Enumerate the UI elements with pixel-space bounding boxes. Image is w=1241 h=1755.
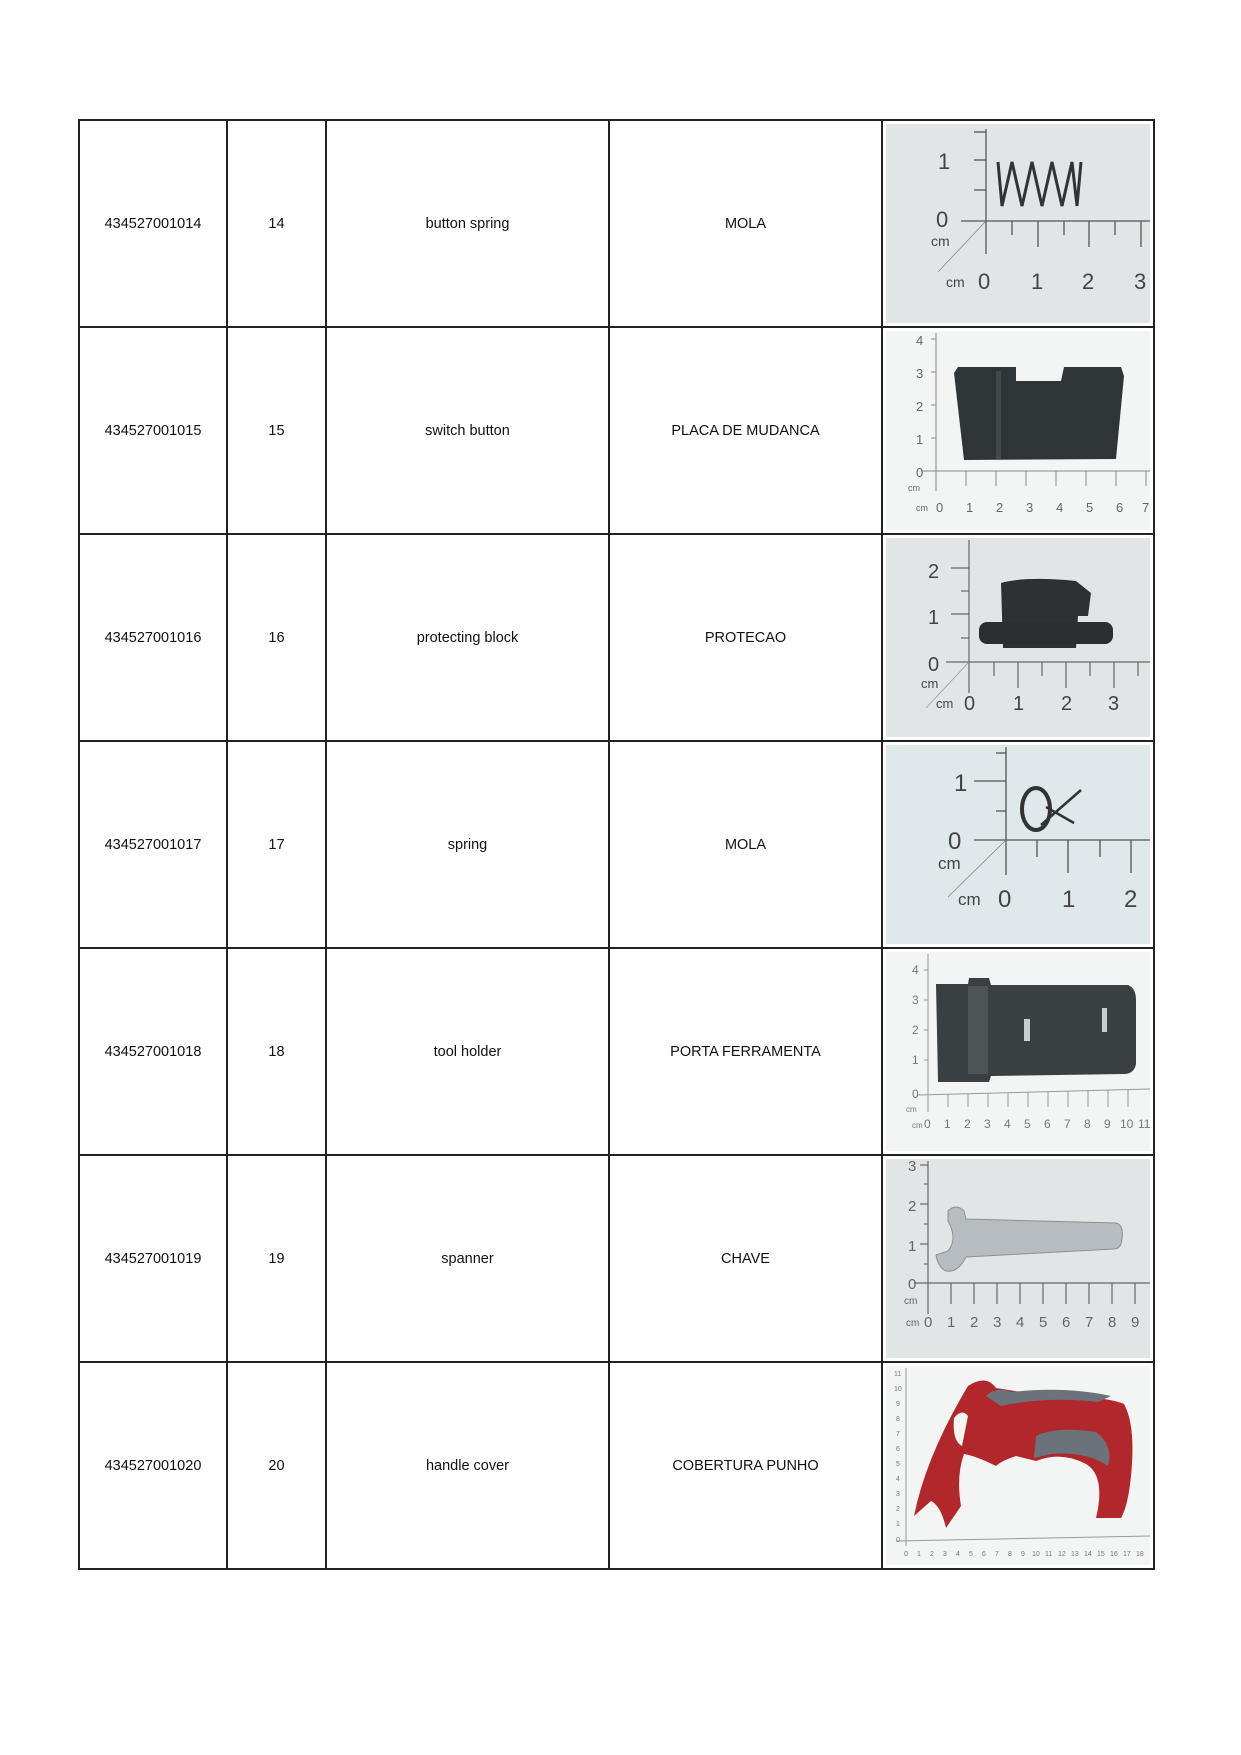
photo-cell [882, 534, 1154, 741]
svg-text:0: 0 [936, 207, 949, 232]
svg-text:4: 4 [1004, 1117, 1011, 1131]
name-english-cell: spring [326, 741, 609, 948]
svg-text:11: 11 [894, 1371, 902, 1378]
name-portuguese-cell: PORTA FERRAMENTA [609, 948, 882, 1155]
svg-text:5: 5 [896, 1461, 900, 1468]
svg-text:6: 6 [1116, 500, 1124, 515]
svg-text:1: 1 [938, 149, 951, 174]
svg-text:6: 6 [1044, 1117, 1051, 1131]
svg-text:1: 1 [944, 1117, 951, 1131]
table-row [79, 948, 1154, 1155]
svg-text:7: 7 [1085, 1314, 1094, 1331]
svg-text:7: 7 [995, 1551, 999, 1558]
svg-text:2: 2 [1061, 693, 1073, 715]
svg-text:18: 18 [1136, 1551, 1144, 1558]
name-portuguese-cell: CHAVE [609, 1155, 882, 1362]
photo-cell [882, 120, 1154, 327]
svg-text:cm: cm [906, 1105, 917, 1114]
protecting-block-photo [886, 538, 1150, 737]
svg-text:2: 2 [996, 500, 1004, 515]
svg-text:8: 8 [1108, 1314, 1117, 1331]
svg-text:3: 3 [943, 1551, 947, 1558]
handle-cover-photo [886, 1366, 1150, 1565]
photo-cell [882, 1155, 1154, 1362]
svg-text:1: 1 [908, 1238, 917, 1255]
position-cell: 19 [227, 1155, 326, 1362]
name-english-cell: tool holder [326, 948, 609, 1155]
svg-text:0: 0 [916, 465, 924, 480]
part-number-cell: 434527001018 [79, 948, 227, 1155]
table-row [79, 741, 1154, 948]
photo-cell [882, 327, 1154, 534]
svg-text:cm: cm [931, 233, 950, 249]
position-cell: 15 [227, 327, 326, 534]
svg-text:9: 9 [1131, 1314, 1140, 1331]
compression-spring-photo [886, 124, 1150, 323]
svg-text:2: 2 [930, 1551, 934, 1558]
svg-text:cm: cm [946, 274, 965, 290]
svg-text:9: 9 [1021, 1551, 1025, 1558]
svg-text:3: 3 [984, 1117, 991, 1131]
svg-text:7: 7 [1142, 500, 1150, 515]
svg-text:0: 0 [912, 1087, 919, 1101]
svg-text:cm: cm [938, 854, 961, 873]
svg-text:8: 8 [1008, 1551, 1012, 1558]
svg-text:1: 1 [1062, 886, 1076, 913]
name-english-cell: button spring [326, 120, 609, 327]
position-cell: 14 [227, 120, 326, 327]
svg-text:10: 10 [1032, 1551, 1040, 1558]
svg-text:cm: cm [921, 676, 939, 691]
svg-text:2: 2 [916, 399, 924, 414]
svg-text:1: 1 [917, 1551, 921, 1558]
name-english-cell: protecting block [326, 534, 609, 741]
svg-text:3: 3 [896, 1491, 900, 1498]
svg-text:15: 15 [1097, 1551, 1105, 1558]
svg-text:16: 16 [1110, 1551, 1118, 1558]
table-row [79, 1362, 1154, 1569]
name-portuguese-cell: PLACA DE MUDANCA [609, 327, 882, 534]
svg-text:4: 4 [916, 333, 924, 348]
svg-text:14: 14 [1084, 1551, 1092, 1558]
svg-text:0: 0 [896, 1537, 900, 1544]
svg-text:5: 5 [1039, 1314, 1048, 1331]
svg-text:2: 2 [1082, 269, 1095, 294]
svg-text:4: 4 [896, 1476, 900, 1483]
svg-text:12: 12 [1058, 1551, 1066, 1558]
svg-text:4: 4 [1056, 500, 1064, 515]
svg-text:3: 3 [916, 366, 924, 381]
svg-text:5: 5 [1024, 1117, 1031, 1131]
part-number-cell: 434527001016 [79, 534, 227, 741]
svg-text:3: 3 [1108, 693, 1120, 715]
svg-text:1: 1 [947, 1314, 956, 1331]
svg-text:2: 2 [964, 1117, 971, 1131]
position-cell: 20 [227, 1362, 326, 1569]
svg-text:13: 13 [1071, 1551, 1079, 1558]
svg-text:4: 4 [1016, 1314, 1025, 1331]
table-row [79, 327, 1154, 534]
svg-text:7: 7 [896, 1431, 900, 1438]
photo-cell [882, 948, 1154, 1155]
svg-text:8: 8 [1084, 1117, 1091, 1131]
svg-text:6: 6 [982, 1551, 986, 1558]
svg-text:8: 8 [896, 1416, 900, 1423]
switch-button-photo [886, 331, 1150, 530]
svg-text:3: 3 [908, 1159, 917, 1175]
svg-text:cm: cm [936, 696, 954, 711]
svg-text:2: 2 [970, 1314, 979, 1331]
part-number-cell: 434527001015 [79, 327, 227, 534]
svg-text:11: 11 [1138, 1117, 1150, 1131]
svg-text:17: 17 [1123, 1551, 1131, 1558]
name-english-cell: switch button [326, 327, 609, 534]
spanner-photo [886, 1159, 1150, 1358]
part-number-cell: 434527001019 [79, 1155, 227, 1362]
svg-text:0: 0 [998, 886, 1012, 913]
svg-text:cm: cm [906, 1318, 920, 1329]
svg-text:2: 2 [928, 561, 940, 583]
part-number-cell: 434527001014 [79, 120, 227, 327]
svg-text:9: 9 [896, 1401, 900, 1408]
position-cell: 16 [227, 534, 326, 741]
svg-text:cm: cm [908, 483, 920, 493]
svg-text:5: 5 [969, 1551, 973, 1558]
svg-text:0: 0 [904, 1551, 908, 1558]
svg-text:1: 1 [1013, 693, 1025, 715]
position-cell: 18 [227, 948, 326, 1155]
table-row [79, 534, 1154, 741]
svg-text:1: 1 [912, 1053, 919, 1067]
svg-text:2: 2 [1124, 886, 1138, 913]
svg-text:4: 4 [956, 1551, 960, 1558]
name-english-cell: handle cover [326, 1362, 609, 1569]
svg-text:2: 2 [896, 1506, 900, 1513]
svg-text:cm: cm [904, 1296, 918, 1307]
svg-text:0: 0 [964, 693, 976, 715]
photo-cell [882, 741, 1154, 948]
svg-text:0: 0 [924, 1117, 931, 1131]
svg-text:1: 1 [928, 607, 940, 629]
part-number-cell: 434527001017 [79, 741, 227, 948]
svg-text:2: 2 [912, 1023, 919, 1037]
svg-text:6: 6 [896, 1446, 900, 1453]
torsion-spring-photo [886, 745, 1150, 944]
name-portuguese-cell: MOLA [609, 120, 882, 327]
svg-text:1: 1 [916, 432, 924, 447]
svg-text:cm: cm [916, 503, 928, 513]
name-english-cell: spanner [326, 1155, 609, 1362]
svg-text:1: 1 [1031, 269, 1044, 294]
svg-text:0: 0 [908, 1276, 917, 1293]
svg-text:3: 3 [993, 1314, 1002, 1331]
svg-text:7: 7 [1064, 1117, 1071, 1131]
svg-text:0: 0 [928, 654, 940, 676]
svg-text:0: 0 [948, 828, 962, 855]
name-portuguese-cell: PROTECAO [609, 534, 882, 741]
svg-text:3: 3 [1026, 500, 1034, 515]
svg-text:0: 0 [936, 500, 944, 515]
svg-text:10: 10 [1120, 1117, 1134, 1131]
position-cell: 17 [227, 741, 326, 948]
name-portuguese-cell: COBERTURA PUNHO [609, 1362, 882, 1569]
table-row [79, 120, 1154, 327]
photo-cell [882, 1362, 1154, 1569]
svg-text:0: 0 [924, 1314, 933, 1331]
part-number-cell: 434527001020 [79, 1362, 227, 1569]
svg-text:4: 4 [912, 963, 919, 977]
svg-text:3: 3 [912, 993, 919, 1007]
svg-text:cm: cm [912, 1121, 923, 1130]
svg-text:10: 10 [894, 1386, 902, 1393]
svg-text:1: 1 [954, 770, 968, 797]
svg-text:5: 5 [1086, 500, 1094, 515]
tool-holder-photo [886, 952, 1150, 1151]
svg-text:3: 3 [1134, 269, 1147, 294]
name-portuguese-cell: MOLA [609, 741, 882, 948]
svg-text:cm: cm [958, 890, 981, 909]
svg-text:1: 1 [966, 500, 974, 515]
parts-table [78, 119, 1155, 1570]
svg-text:6: 6 [1062, 1314, 1071, 1331]
svg-text:11: 11 [1045, 1551, 1053, 1558]
svg-text:9: 9 [1104, 1117, 1111, 1131]
svg-text:1: 1 [896, 1521, 900, 1528]
svg-text:2: 2 [908, 1198, 917, 1215]
svg-text:0: 0 [978, 269, 991, 294]
table-row [79, 1155, 1154, 1362]
